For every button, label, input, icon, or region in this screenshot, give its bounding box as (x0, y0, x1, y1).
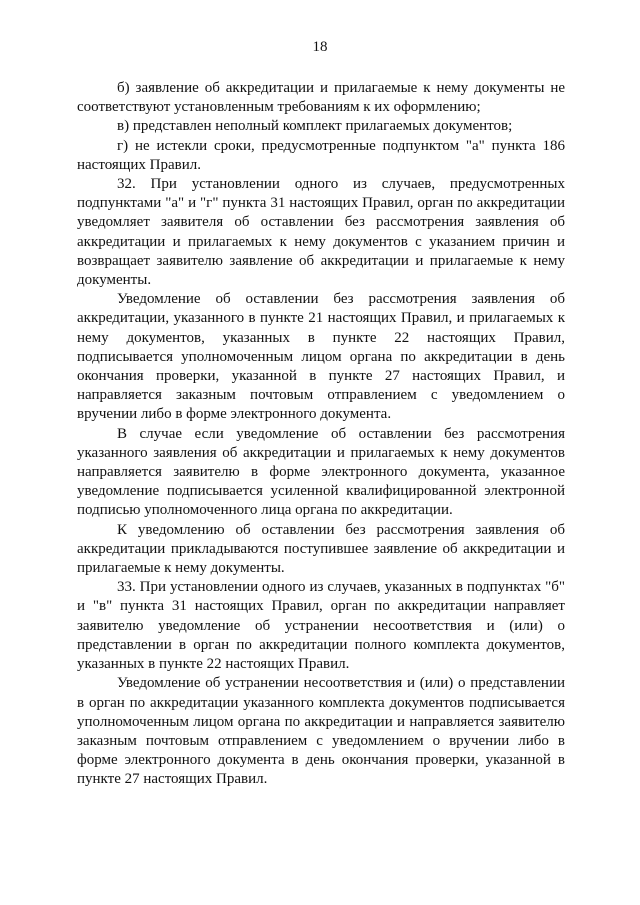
paragraph-electronic-notice: В случае если уведомление об оставлении без рассмотрения указанного заявления об аккредитации и прилагаемых к нему документов направляется заявителю в форме электронного документа, указанное уведомление подписывается усиленной квалифицированной электронной подписью уполномоченного лица органа по аккредитации. (77, 425, 565, 519)
paragraph-attachments: К уведомлению об оставлении без рассмотрения заявления об аккредитации прикладываются поступившее заявление об аккредитации и прилагаемые к нему документы. (77, 521, 565, 577)
paragraph-correction-notice: Уведомление об устранении несоответствия и (или) о представлении в орган по аккредитации указанного комплекта документов подписывается уполномоченным лицом органа по аккредитации и направляется заявителю заказным почтовым отправлением с уведомлением о вручении либо в форме электронного документа в день окончания проверки, указанной в пункте 27 настоящих Правил. (77, 675, 565, 788)
paragraph-g: г) не истекли сроки, предусмотренные подпунктом "а" пункта 186 настоящих Правил. (77, 137, 565, 173)
paragraph-v: в) представлен неполный комплект прилагаемых документов; (117, 118, 513, 135)
paragraph-32: 32. При установлении одного из случаев, предусмотренных подпунктами "а" и "г" пункта 31 настоящих Правил, орган по аккредитации уведомляет заявителя об оставлении без рассмотрения заявления об аккредитации и прилагаемых к нему документов с указанием причин и возвращает заявителю заявление об аккредитации и прилагаемые к нему документы. (77, 176, 565, 289)
paragraph-notice-signing: Уведомление об оставлении без рассмотрения заявления об аккредитации, указанного в пункте 21 настоящих Правил, и прилагаемых к нему документов, указанных в пункте 22 настоящих Правил, подписывается уполномоченным лицом органа по аккредитации в день окончания проверки, указанной в пункте 27 настоящих Правил, и направляется заказным почтовым отправлением с уведомлением о вручении либо в форме электронного документа. (77, 291, 565, 423)
document-body (77, 79, 565, 790)
paragraph-b: б) заявление об аккредитации и прилагаемые к нему документы не соответствуют установленным требованиям к их оформлению; (77, 80, 565, 116)
paragraph-33: 33. При установлении одного из случаев, указанных в подпунктах "б" и "в" пункта 31 настоящих Правил, орган по аккредитации направляет заявителю уведомление об устранении несоответствия и (или) о представлении в орган по аккредитации полного комплекта документов, указанных в пункте 22 настоящих Правил. (77, 579, 565, 673)
page-number: 18 (312, 39, 328, 55)
